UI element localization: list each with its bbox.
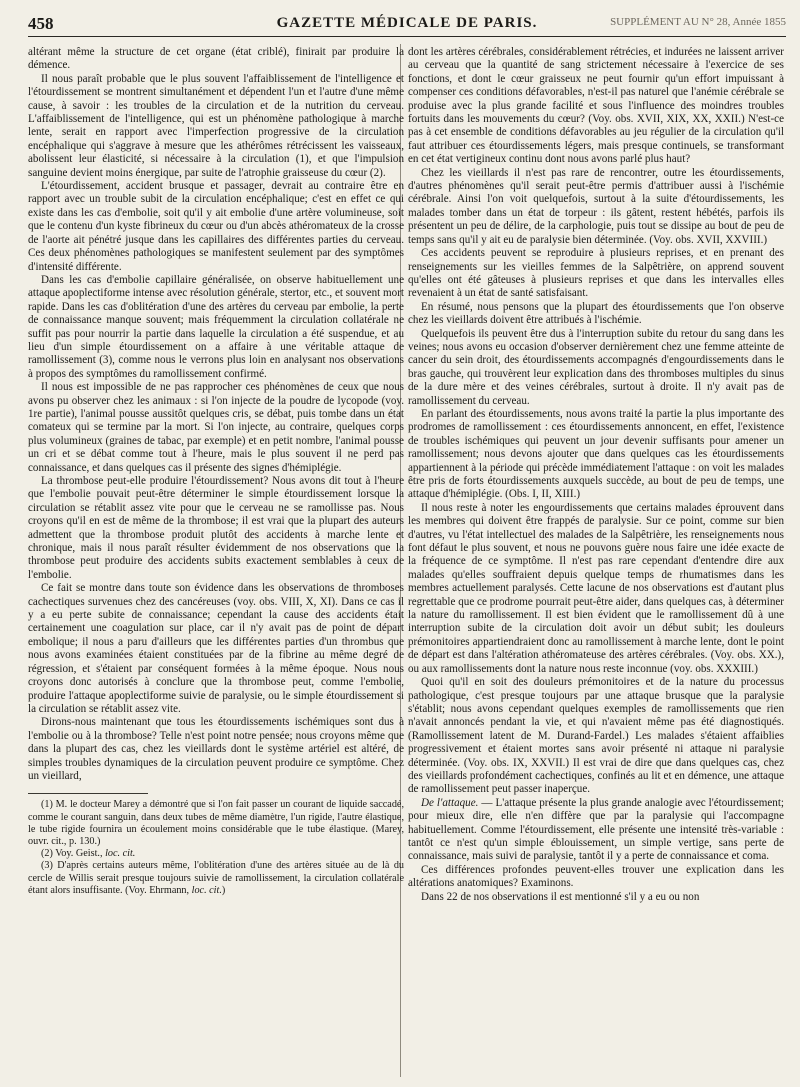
page-header [28, 14, 786, 37]
paragraph: La thrombose peut-elle produire l'étourdissement? Nous avons dit tout à l'heure que l'embolie pouvait peut-être déterminer le simple étourdissement lorsque la circulation se rétablit assez vite pour que le cerveau ne se ramollisse pas. Nous croyons qu'il en est de même de la thrombose; il est vrai que la plupart des auteurs admettent que la thrombose produit plutôt des accidents à marche lente et chronique, mais il nous paraît résulter évidemment de nos observations que la thrombose peut produire des accidents subits exactement semblables à ceux de l'embolie. [28, 475, 404, 581]
footnote-separator [28, 793, 148, 794]
paragraph: Il nous paraît probable que le plus souvent l'affaiblissement de l'intelligence et l'étourdissement se montrent simultanément et dépendent l'un et l'autre d'une même cause, à savoir : les troubles de la circulation et de la nutrition du cerveau. L'affaiblissement de l'intelligence, qui est un phénomène pathologique à marche lente, serait en rapport avec l'imperfection progressive de la circulation encéphalique qui s'aggrave à mesure que les athérômes rétrécissent les vaisseaux, abolissent leur élasticité, si nécessaire à la circulation (1), et que l'impulsion sanguine devient moins énergique, par suite de l'atrophie graisseuse du cœur (2). [28, 72, 404, 179]
paragraph: dont les artères cérébrales, considérablement rétrécies, et indurées ne laissent arriver au cerveau que la quantité de sang strictement nécessaire à l'exercice de ses fonctions, et dont le cœur graisseux ne peut fournir qu'un effort impuissant à compenser ces conditions défavorables, n'est-il pas naturel que l'anémie cérébrale se produise avec la plus grande facilité et sous l'influence des moindres troubles fortuits dans les mouvements du cœur? (Voy. obs. XVII, XIX, XX, XXII.) N'est-ce pas à cet ensemble de conditions défavorables au jeu régulier de la circulation qu'il faut attribuer ces étourdissements légers, mais presque continuels, se transformant en cet état vertigineux continu dont nous avons parlé plus haut? [408, 46, 784, 166]
paragraph: Quoi qu'il en soit des douleurs prémonitoires et de la nature du processus pathologique, c'est presque toujours par une attaque brusque que la paralysie s'établit; nous avons cependant quelques exemples de ramollissements que rien n'avait annoncés pendant la vie, et qui n'avaient même pas été diagnostiqués. (Ramollissement latent de M. Durand-Fardel.) Les malades s'étaient affaiblies progressivement et étaient mortes sans avoir présenté ni attaque ni paralysie déterminée. (Voy. obs. IX, XXVII.) Il est vrai de dire que dans quelques cas, chez des vieillards profondément cachectiques, confinés au lit et en démence, une attaque de ramollissement peut passer inaperçue. [408, 676, 784, 796]
paragraph: Dans 22 de nos observations il est mentionné s'il y a eu ou non [421, 890, 700, 903]
right-column [408, 46, 784, 904]
paragraph [408, 797, 784, 864]
paragraph: altérant même la structure de cet organe (état criblé), finirait par produire la démence. [28, 46, 404, 72]
paragraph: L'étourdissement, accident brusque et passager, devrait au contraire être en rapport avec un trouble subit de la circulation encéphalique; c'est en effet ce qui existe dans les cas d'embolie, soit qu'il y ait embolie d'une artère volumineuse, soit que le contenu d'un kyste fibrineux du cœur ou d'un abcès athéromateux de la crosse de l'aorte ait pénétré jusque dans les capillaires des différentes parties du cerveau. Ces deux phénomènes pathologiques se manifestent seulement par des symptômes d'intensité différente. [28, 180, 404, 273]
paragraph: Dans les cas d'embolie capillaire généralisée, on observe habituellement une attaque apoplectiforme intense avec résolution générale, stertor, etc., et souvent mort rapide. Dans les cas d'oblitération d'une des artères du cerveau par embolie, la perte de connaissance manque souvent; mais fréquemment la circulation collatérale ne suffit pas pour nourrir la partie dans laquelle la circulation a été suspendue, et au lieu d'un simple étourdissement on a affaire à une véritable attaque de ramollissement (3), comme nous le verrons plus loin en analysant nos observations à propos des symptômes du ramollissement confirmé. [28, 273, 404, 380]
footnote-text: ) [221, 884, 226, 896]
section-heading: De l'attaque. [421, 796, 479, 809]
supplement-note: SUPPLÉMENT AU N° 28, Année 1855 [610, 16, 786, 28]
paragraph: En parlant des étourdissements, nous avons traité la partie la plus importante des prodromes de ramollissement : ces étourdissements annoncent, en effet, l'existence de troubles ischémiques qui peuvent un jour devenir suffisants pour amener un ramollissement; nous devons ajouter que dans quelques cas les étourdissements appartiennent à la période qui précède immédiatement l'attaque : on voit les malades être pris de forts étourdissements auxquels succède, au bout de peu de temps, une attaque d'hémiplégie. (Obs. I, II, XIII.) [408, 407, 784, 501]
footnote-1: (1) M. le docteur Marey a démontré que si l'on fait passer un courant de liquide saccadé, comme le courant sanguin, dans deux tubes de même diamètre, l'un rigide, l'autre élastique, le tube rigide fournira un écoulement moins considérable que le tube élastique. (Marey, ouvr. cit., p. 130.) [28, 799, 404, 847]
footnote-2 [28, 848, 404, 860]
journal-title: GAZETTE MÉDICALE DE PARIS. [276, 15, 538, 31]
footnote-3 [28, 860, 404, 897]
footnote-citation: loc. cit. [191, 884, 222, 896]
paragraph: En résumé, nous pensons que la plupart des étourdissements que l'on observe chez les vieillards doivent être attribués à l'ischémie. [408, 300, 784, 327]
paragraph: Chez les vieillards il n'est pas rare de rencontrer, outre les étourdissements, d'autres phénomènes qu'il serait peut-être permis d'attribuer aussi à l'ischémie cérébrale. Ainsi l'on voit quelquefois, surtout à la suite d'étourdissements, les malades tomber dans un état de torpeur : ils gâtent, restent hébétés, parfois ils présentent un peu de délire, de la carphologie, puis tout se dissipe au bout de peu de temps sans qu'il y ait eu de paralysie bien déterminée. (Voy. obs. XVII, XXVIII.) [408, 166, 784, 246]
paragraph: Il nous reste à noter les engourdissements que certains malades éprouvent dans les membres qui doivent être frappés de paralysie. Sur ce point, comme sur bien d'autres, vu l'état intellectuel des malades de la Salpêtrière, les renseignements nous font défaut le plus souvent, et nous ne pouvons guère nous faire une idée exacte de la fréquence de ce symptôme. Il n'est pas rare cependant d'entendre dire aux malades qu'elles souffraient depuis quelque temps de rhumatismes dans les membres actuellement paralysés. Cette lacune de nos observations est d'autant plus regrettable que ce prodrome pourrait peut-être aider, dans quelques cas, à déterminer la nature du ramollissement. Il est bien évident que le ramollissement dû à une interruption subite de la circulation doit avoir un début subit; les douleurs prémonitoires appartiendraient donc au ramollissement à marche lente, dont le point de départ est dans l'altération athéromateuse des artères cérébrales. (Voy. obs. XX.), ou aux ramollissements dont la nature nous reste inconnue (voy. obs. XXXIII.) [408, 501, 784, 675]
paragraph: Ces différences profondes peuvent-elles trouver une explication dans les altérations anatomiques? Examinons. [408, 863, 784, 890]
paragraph: Ce fait se montre dans toute son évidence dans les observations de thromboses cachectiques survenues chez des cancéreuses (voy. obs. VIII, X, XI). Dans ce cas il y a eu perte subite de connaissance; cependant la cause des accidents était certainement une coagulation sur place, car il n'y avait pas de point de départ embolique; il nous a paru d'ailleurs que les différentes parties d'un thrombus que nous avons examinées étaient constituées par de la fibrine au même degré de régression, et s'étaient par conséquent formées à la même époque. Nous nous croyons donc autorisés à conclure que la thrombose peut, comme l'embolie, produire l'attaque apoplectiforme suivie de paralysie, ou le simple étourdissement si la circulation se rétablit assez vite. [28, 582, 404, 715]
paragraph: Ces accidents peuvent se reproduire à plusieurs reprises, et en prenant des renseignements sur les vieilles femmes de la Salpêtrière, on apprend souvent qu'elles ont été gâteuses à plusieurs reprises et que dans les intervalles elles revenaient à un état de santé satisfaisant. [408, 247, 784, 300]
paragraph-text: — L'attaque présente la plus grande analogie avec l'étourdissement; pour mieux dire, elle n'en diffère que par la paralysie qui l'accompagne habituellement. Comme l'étourdissement, elle présente une intensité très-variable : tantôt ce n'est qu'un simple éblouissement, un simple vertige, sans perte de connaissance, mais suivi de paralysie, tantôt il y a perte de connaissance et coma. [408, 796, 784, 863]
paragraph: Il nous est impossible de ne pas rapprocher ces phénomènes de ceux que nous avons pu observer chez les animaux : si l'on injecte de la poudre de lycopode (voy. 1re partie), l'animal pousse aussitôt quelques cris, se débat, puis tombe dans un état comateux qui se termine par la mort. Si l'on injecte, au contraire, quelques corps plus volumineux (graines de tabac, par exemple) et en petit nombre, l'animal pousse un cri et se débat comme tout à l'heure, mais le plus souvent il ne perd pas connaissance, et dans quelques cas il présente des signes d'hémiplégie. [28, 381, 404, 474]
footnote-citation: loc. cit. [105, 848, 136, 860]
paragraph: Dirons-nous maintenant que tous les étourdissements ischémiques sont dus à l'embolie ou à la thrombose? Telle n'est point notre pensée; nous croyons même que dans la plupart des cas, chez les vieillards dont le système artériel est altéré, de simples troubles dynamiques de la circulation peuvent produire ce symptôme. Chez un vieillard, [28, 716, 404, 782]
left-column [28, 46, 404, 897]
page-number: 458 [28, 14, 54, 33]
footnote-text: (3) D'après certains auteurs même, l'oblitération d'une des artères située au de là du cercle de Willis serait presque toujours suivie de ramollissement, la circulation collatérale étant alors insuffisante. (Voy. Ehrmann, [28, 860, 404, 896]
paragraph: Quelquefois ils peuvent être dus à l'interruption subite du retour du sang dans les veines; nous avons eu occasion d'observer dernièrement chez une femme atteinte de cancer du sein droit, des étourdissements accompagnés d'engourdissements dans le bras gauche, qui trouvèrent leur explication dans des thromboses multiples du sinus de la dure mère et des veines cérébrales, surtout à droite. Il n'y avait pas de ramollissement du cerveau. [408, 327, 784, 407]
footnote-text: (2) Voy. Geist., [41, 848, 106, 860]
